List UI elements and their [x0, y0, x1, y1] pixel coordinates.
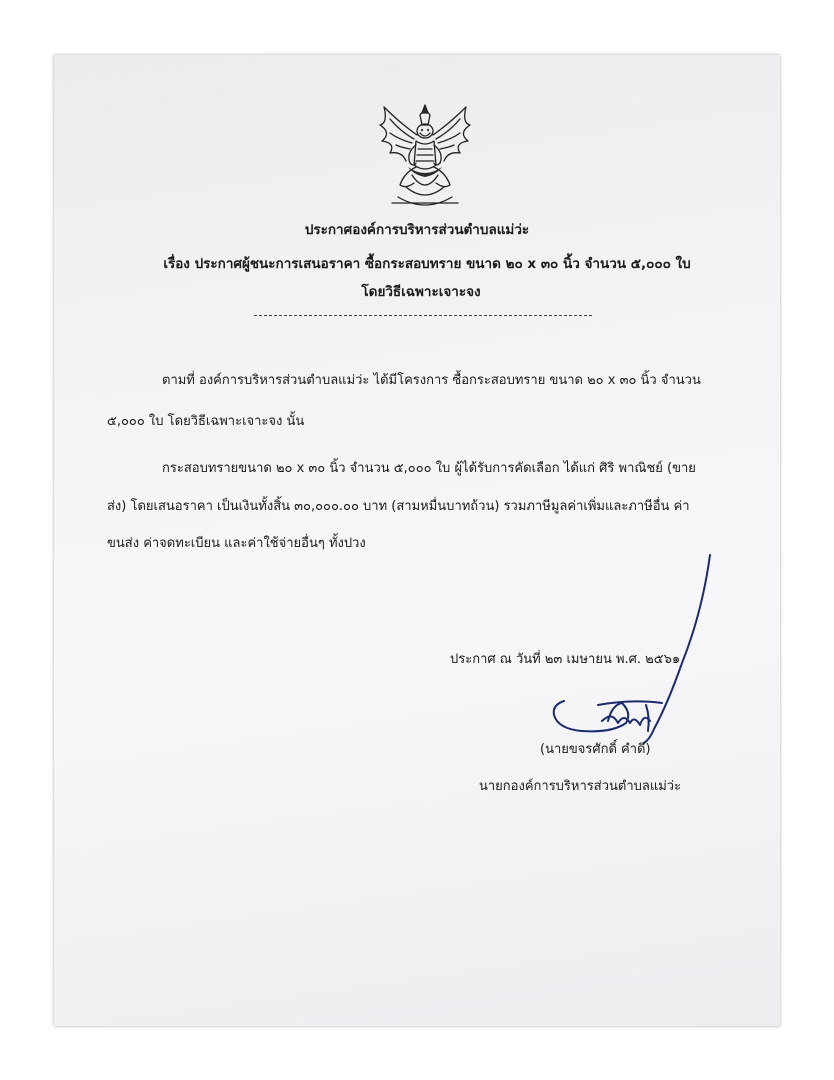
signer-name: (นายขจรศักดิ์ คำดี) — [540, 742, 651, 757]
announcement-method: โดยวิธีเฉพาะเจาะจง — [361, 284, 481, 300]
handwritten-signature-icon — [542, 553, 722, 758]
announcement-date: ประกาศ ณ วันที่ ๒๓ เมษายน พ.ศ. ๒๕๖๑ — [450, 652, 681, 667]
garuda-emblem-icon — [370, 103, 480, 215]
paragraph-1-line-2: ๕,๐๐๐ ใบ โดยวิธีเฉพาะเจาะจง นั้น — [107, 414, 305, 429]
paragraph-2-line-1: กระสอบทรายขนาด ๒๐ x ๓๐ นิ้ว จำนวน ๕,๐๐๐ ใบ ผู้ได้รับการคัดเลือก ได้แก่ ศิริ พาณิชย์ (ขาย — [162, 461, 696, 476]
separator-line — [254, 315, 592, 316]
paragraph-2-line-3: ขนส่ง ค่าจดทะเบียน และค่าใช้จ่ายอื่นๆ ทั้งปวง — [107, 536, 366, 551]
document-page — [54, 55, 780, 1026]
announcement-title: ประกาศองค์การบริหารส่วนตำบลแม่ว่ะ — [304, 222, 530, 238]
paragraph-1-line-1: ตามที่ องค์การบริหารส่วนตำบลแม่ว่ะ ได้มีโครงการ ซื้อกระสอบทราย ขนาด ๒๐ x ๓๐ นิ้ว จำนวน — [162, 373, 701, 388]
paragraph-2-line-2: ส่ง) โดยเสนอราคา เป็นเงินทั้งสิ้น ๓๐,๐๐๐.๐๐ บาท (สามหมื่นบาทถ้วน) รวมภาษีมูลค่าเพิ่มและภาษีอื่น ค่า — [107, 499, 690, 514]
signer-position: นายกองค์การบริหารส่วนตำบลแม่ว่ะ — [479, 779, 682, 794]
announcement-subject: เรื่อง ประกาศผู้ชนะการเสนอราคา ซื้อกระสอบทราย ขนาด ๒๐ x ๓๐ นิ้ว จำนวน ๕,๐๐๐ ใบ — [163, 256, 691, 272]
